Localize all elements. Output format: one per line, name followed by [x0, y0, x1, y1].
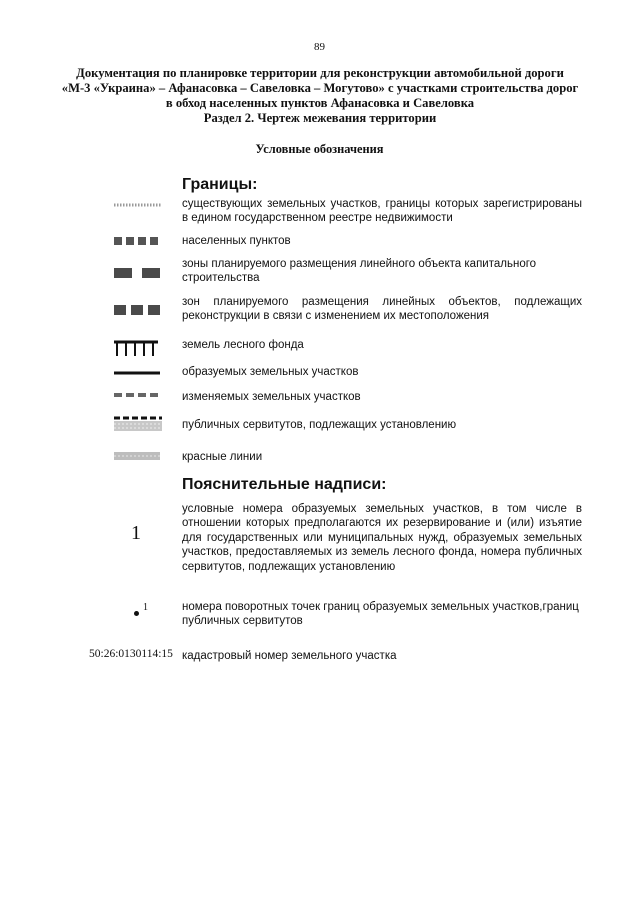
borders-heading: Границы:: [182, 176, 258, 193]
turning-point-dot: [134, 611, 139, 616]
modified-plot-border-symbol: [114, 392, 160, 398]
legend-item-settlements: населенных пунктов: [182, 235, 291, 247]
legend-item-linear-object-zone: зоны планируемого размещения линейного объекта капитального строительства: [182, 258, 537, 285]
notes-heading: Пояснительные надписи:: [182, 476, 387, 493]
legend-item-formed-plots: образуемых земельных участков: [182, 366, 359, 378]
plot-number-symbol: 1: [131, 522, 141, 544]
reconstruction-zone-symbol: [114, 305, 162, 315]
page-number: 89: [314, 41, 325, 53]
linear-object-zone-symbol: [114, 268, 162, 278]
forest-fund-border-symbol: [114, 340, 158, 357]
existing-plot-border-symbol: [114, 200, 162, 210]
legend-item-forest-fund: земель лесного фонда: [182, 339, 304, 351]
header-line-1: Документация по планировке территории для реконструкции автомобильной дороги: [76, 66, 564, 80]
legend-item-plot-numbers: условные номера образуемых земельных участков, в том числе в отношении которых предполагаются их резервирование и (или) изъятие для государственных или муниципальных нужд, образуемых земельных участков, предоставляемых из земель лесного фонда, номера публичных сервитутов, подлежащих установлению: [182, 503, 582, 573]
legend-item-public-servitudes: публичных сервитутов, подлежащих установлению: [182, 419, 457, 431]
legend-title: Условные обозначения: [255, 142, 384, 156]
turning-point-number-symbol: 1: [143, 602, 148, 613]
legend-item-reconstruction-zones: зон планируемого размещения линейных объектов, подлежащих реконструкции в связи с изменением их местоположения: [182, 296, 582, 323]
cadastral-number-symbol: 50:26:0130114:15: [89, 648, 173, 660]
settlement-border-symbol: [114, 237, 158, 245]
legend-item-existing-plots: существующих земельных участков, границы которых зарегистрированы в едином государственном реестре недвижимости: [182, 198, 582, 225]
legend-item-turning-points: номера поворотных точек границ образуемых земельных участков,границ публичных сервитутов: [182, 601, 579, 628]
legend-item-modified-plots: изменяемых земельных участков: [182, 391, 361, 403]
red-lines-symbol: [114, 452, 160, 460]
formed-plot-border-symbol: [114, 370, 160, 376]
header-line-2: «М-3 «Украина» – Афанасовка – Савеловка – Могутово» с участками строительства дорог: [61, 81, 579, 95]
legend-item-red-lines: красные линии: [182, 451, 263, 463]
legend-item-cadastral-number: кадастровый номер земельного участка: [182, 650, 397, 662]
document-header: [40, 66, 600, 126]
header-line-3: в обход населенных пунктов Афанасовка и Савеловка: [165, 96, 475, 110]
header-line-4: Раздел 2. Чертеж межевания территории: [203, 111, 437, 125]
public-servitude-symbol: [114, 416, 162, 432]
